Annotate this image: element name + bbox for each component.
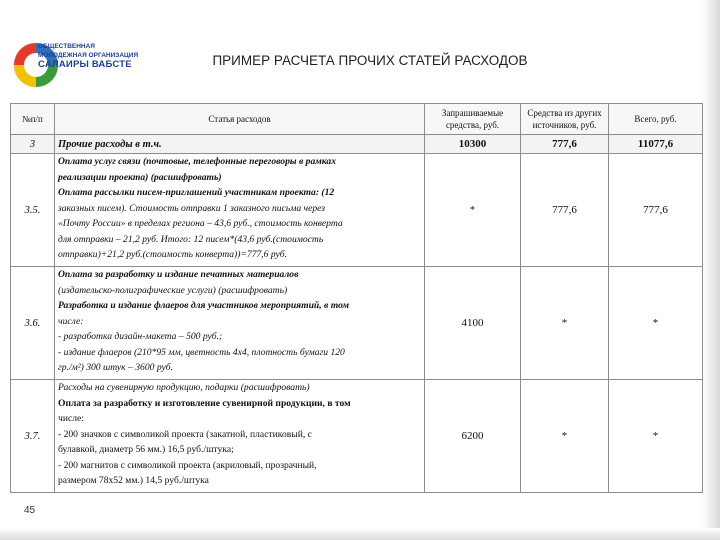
expense-table [10,103,703,493]
description-line: заказных писем). Стоимость отправки 1 заказного письма через [58,202,326,214]
row-total: * [609,267,703,380]
row-num: 3.6. [11,267,55,380]
description-line: - 200 значков с символикой проекта (закатной, пластиковый, с [58,428,312,440]
row-num: 3.5. [11,154,55,267]
logo-line-3: САЛАИРЫ ВАБСТЕ [38,59,132,70]
row-other: * [521,267,609,380]
description-line: Расходы на сувенирную продукцию, подарки (расшифровать) [58,382,310,393]
description-line: - 200 магнитов с символикой проекта (акриловый, прозрачный, [58,459,317,471]
description-line: числе: [58,413,84,424]
description-line: Оплата за разработку и издание печатных материалов [58,269,299,280]
description-line: числе: [58,315,84,327]
logo-line-2: МОЛОДЕЖНАЯ ОРГАНИЗАЦИЯ [38,52,139,59]
table-row [11,267,703,380]
description-line: размером 78х52 мм.) 14,5 руб./штука [58,475,209,486]
row-description [55,267,425,380]
description-line: булавкой, диаметр 56 мм.) 16,5 руб./штука; [58,444,234,455]
row-item: Прочие расходы в т.ч. [55,135,425,154]
description-line: Разработка и издание флаеров для участников мероприятий, в том [58,300,350,311]
description-line: для отправки – 21,2 руб. Итого: 12 писем*(43,6 руб.(стоимость [58,233,324,245]
header-total: Всего, руб. [609,104,703,135]
row-description [55,154,425,267]
description-line: (издательско-полиграфические услуги) (расшифровать) [58,284,288,296]
description-line: Оплата рассылки писем-приглашений участникам проекта: (12 [58,187,335,198]
description-line: гр./м²) 300 штук – 3600 руб. [58,362,173,373]
row-total: 11077,6 [609,135,703,154]
row-other: 777,6 [521,154,609,267]
header-requested: Запрашиваемые средства, руб. [425,104,521,135]
table-row [11,135,703,154]
row-num: 3 [11,135,55,154]
page-number: 45 [24,505,36,516]
description-line: - издание флаеров (210*95 мм, цветность 4х4, плотность бумаги 120 [58,346,345,358]
header-other-sources: Средства из других источников, руб. [521,104,609,135]
row-total: 777,6 [609,154,703,267]
row-requested: * [425,154,521,267]
description-line: реализации проекта) (расшифровать) [58,171,222,183]
row-requested: 10300 [425,135,521,154]
header-num: №п/п [11,104,55,135]
page-title: ПРИМЕР РАСЧЕТА ПРОЧИХ СТАТЕЙ РАСХОДОВ [212,53,528,68]
description-line: Оплата за разработку и изготовление сувенирной продукции, в том [58,397,351,409]
header-item: Статья расходов [55,104,425,135]
slide-bottom-shadow [0,528,720,540]
row-description [55,380,425,493]
row-requested: 6200 [425,380,521,493]
description-line: отправки)+21,2 руб.(стоимость конверта))=777,6 руб. [58,249,288,260]
row-other: 777,6 [521,135,609,154]
row-other: * [521,380,609,493]
table-header-row [11,104,703,135]
description-line: «Почту России» в пределах региона – 43,6 руб., стоимость конверта [58,218,343,229]
slide-edge-shadow [702,0,720,540]
row-total: * [609,380,703,493]
logo-text [38,42,139,70]
organization-logo [10,34,139,96]
description-line: - разработка дизайн-макета – 500 руб.; [58,331,223,342]
row-num: 3.7. [11,380,55,493]
table-row [11,154,703,267]
row-requested: 4100 [425,267,521,380]
description-line: Оплата услуг связи (почтовые, телефонные переговоры в рамках [58,156,337,167]
table-row [11,380,703,493]
logo-line-1: ОБЩЕСТВЕННАЯ [38,43,95,50]
